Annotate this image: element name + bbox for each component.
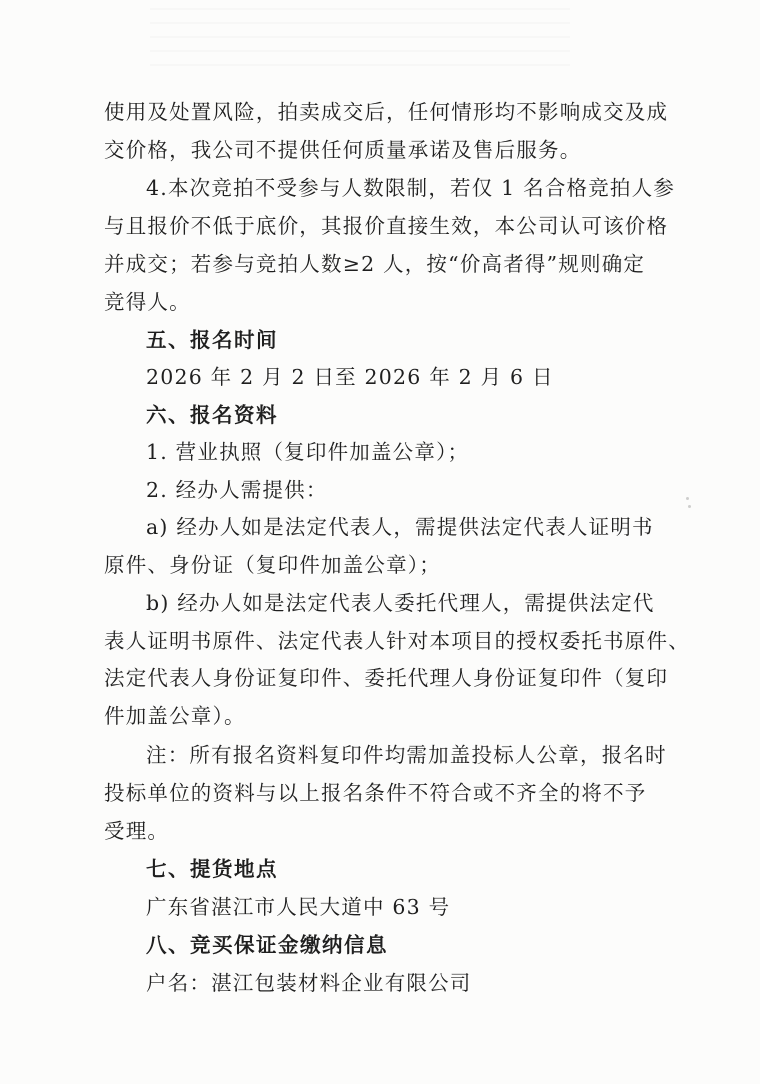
- body-line: 并成交；若参与竞拍人数≥2 人，按“价高者得”规则确定: [104, 252, 646, 276]
- body-line: 4.本次竞拍不受参与人数限制，若仅 1 名合格竞拍人参: [146, 176, 676, 200]
- registration-date-range: 2026 年 2 月 2 日至 2026 年 2 月 6 日: [146, 365, 554, 389]
- list-item: a) 经办人如是法定代表人，需提供法定代表人证明书: [146, 515, 654, 539]
- list-item: 1. 营业执照（复印件加盖公章）；: [146, 440, 470, 464]
- note-line: 投标单位的资料与以上报名条件不符合或不齐全的将不予: [104, 781, 647, 805]
- section-heading-pickup-location: 七、提货地点: [146, 857, 278, 881]
- pickup-address: 广东省湛江市人民大道中 63 号: [146, 895, 451, 919]
- body-line: 使用及处置风险，拍卖成交后，任何情形均不影响成交及成: [104, 100, 669, 124]
- list-item: 2. 经办人需提供：: [146, 478, 328, 502]
- body-line: 法定代表人身份证复印件、委托代理人身份证复印件（复印: [104, 666, 669, 690]
- bleed-through-text: [150, 8, 570, 68]
- scan-speck: [688, 505, 691, 508]
- note-line: 注：所有报名资料复印件均需加盖投标人公章，报名时: [146, 743, 667, 767]
- section-heading-registration-materials: 六、报名资料: [146, 403, 278, 427]
- body-line: 原件、身份证（复印件加盖公章）；: [104, 553, 441, 577]
- scan-speck: [686, 497, 689, 500]
- list-item: b) 经办人如是法定代表人委托代理人，需提供法定代: [146, 591, 655, 615]
- body-line: 竞得人。: [104, 290, 191, 314]
- account-name: 户名：湛江包装材料企业有限公司: [146, 971, 472, 995]
- body-line: 表人证明书原件、法定代表人针对本项目的授权委托书原件、: [104, 629, 690, 653]
- note-line: 受理。: [104, 819, 170, 843]
- section-heading-deposit-info: 八、竞买保证金缴纳信息: [146, 933, 388, 957]
- body-line: 件加盖公章）。: [104, 704, 246, 728]
- body-line: 与且报价不低于底价，其报价直接生效，本公司认可该价格: [104, 214, 669, 238]
- section-heading-registration-time: 五、报名时间: [146, 328, 278, 352]
- body-line: 交价格，我公司不提供任何质量承诺及售后服务。: [104, 138, 582, 162]
